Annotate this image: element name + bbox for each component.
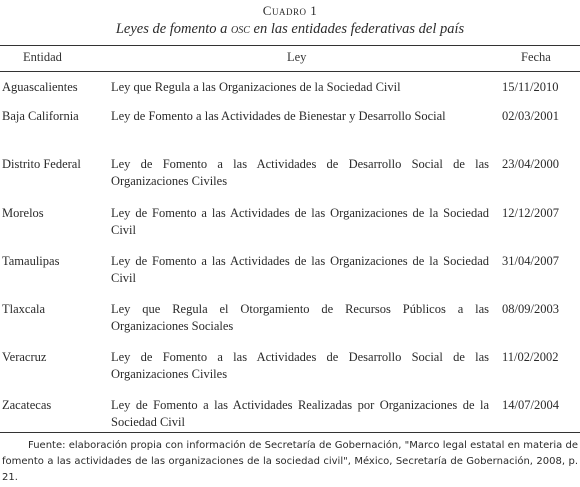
table-caption-label bbox=[0, 3, 580, 19]
cell-entidad: Veracruz bbox=[2, 350, 47, 364]
cell-entidad: Baja California bbox=[2, 109, 79, 123]
cell-ley: Ley de Fomento a las Actividades de las Organizaciones de la Sociedad Civil bbox=[111, 254, 489, 285]
cell-ley: Ley que Regula el Otorgamiento de Recursos Públicos a las Organizaciones Sociales bbox=[111, 302, 489, 333]
cell-entidad: Aguascalientes bbox=[2, 80, 78, 94]
source-note: Fuente: elaboración propia con información de Secretaría de Gobernación, "Marco legal estatal en materia de fomento a las actividades de las organizaciones de la sociedad civil", México, Secretaría de Gobernación, 2008, p. 21. bbox=[2, 440, 578, 483]
cell-fecha: 31/04/2007 bbox=[502, 254, 559, 268]
cell-fecha: 23/04/2000 bbox=[502, 157, 559, 171]
table-caption-title bbox=[0, 21, 580, 38]
cell-ley: Ley de Fomento a las Actividades de Desarrollo Social de las Organizaciones Civiles bbox=[111, 157, 489, 188]
cell-entidad: Tamaulipas bbox=[2, 254, 60, 268]
cell-entidad: Tlaxcala bbox=[2, 302, 46, 316]
cell-fecha: 11/02/2002 bbox=[502, 350, 559, 364]
cell-fecha: 12/12/2007 bbox=[502, 206, 559, 220]
table-top-rule bbox=[0, 45, 580, 46]
caption-label-prefix: Cuadro bbox=[262, 3, 307, 18]
caption-title-after: en las entidades federativas del país bbox=[249, 21, 465, 37]
cell-fecha: 02/03/2001 bbox=[502, 109, 559, 123]
cell-entidad: Distrito Federal bbox=[2, 157, 81, 171]
cell-ley: Ley de Fomento a las Actividades de Desarrollo Social de las Organizaciones Civiles bbox=[111, 350, 489, 381]
cell-ley: Ley que Regula a las Organizaciones de la Sociedad Civil bbox=[111, 80, 401, 94]
cell-ley: Ley de Fomento a las Actividades Realizadas por Organizaciones de la Sociedad Civil bbox=[111, 398, 489, 429]
cell-ley: Ley de Fomento a las Actividades de las Organizaciones de la Sociedad Civil bbox=[111, 206, 489, 237]
cell-fecha: 15/11/2010 bbox=[502, 80, 559, 94]
table-header-rule bbox=[0, 71, 580, 72]
column-header-fecha: Fecha bbox=[521, 50, 551, 64]
cell-ley: Ley de Fomento a las Actividades de Bienestar y Desarrollo Social bbox=[111, 109, 446, 123]
caption-label-number: 1 bbox=[310, 3, 318, 18]
table-bottom-rule bbox=[0, 432, 580, 433]
cell-fecha: 14/07/2004 bbox=[502, 398, 559, 412]
column-header-ley: Ley bbox=[287, 50, 307, 64]
caption-title-acronym: osc bbox=[231, 21, 250, 37]
cell-entidad: Morelos bbox=[2, 206, 44, 220]
column-header-entidad: Entidad bbox=[23, 50, 62, 64]
cell-fecha: 08/09/2003 bbox=[502, 302, 559, 316]
cell-entidad: Zacatecas bbox=[2, 398, 52, 412]
caption-title-before: Leyes de fomento a bbox=[115, 21, 231, 37]
